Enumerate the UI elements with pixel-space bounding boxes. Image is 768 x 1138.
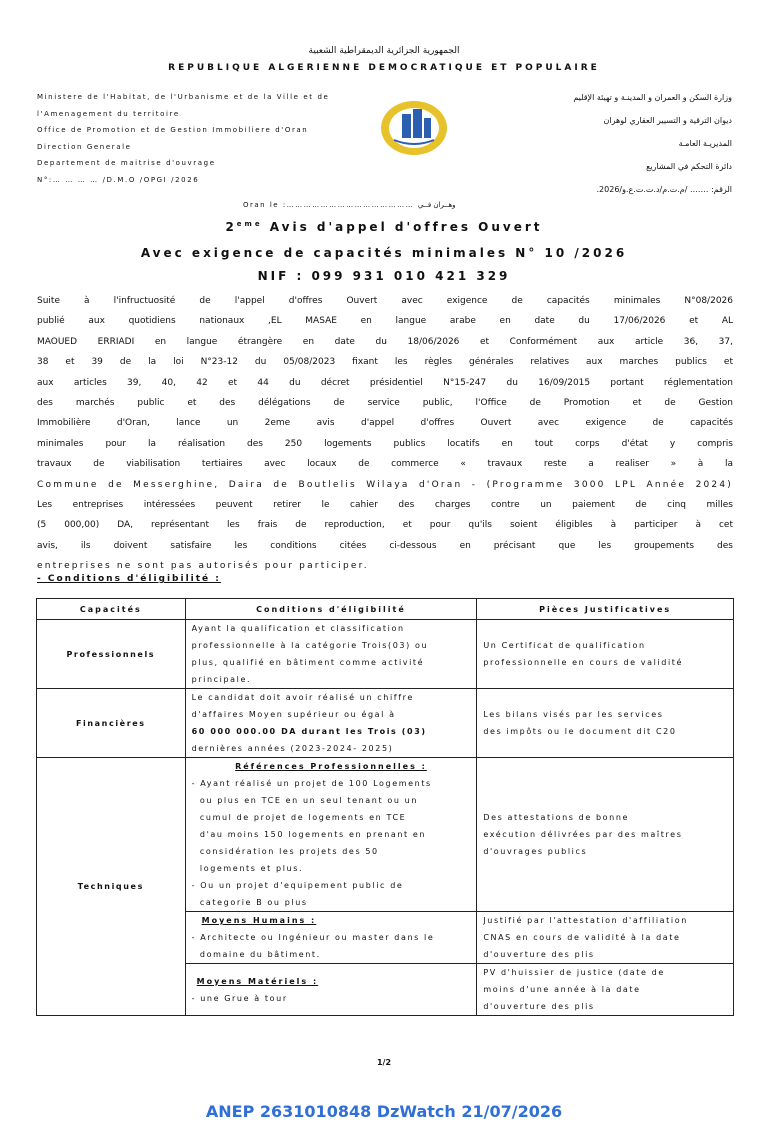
nif-number: NIF : 099 931 010 421 329 bbox=[257, 269, 511, 283]
pieces-materiels: PV d'huissier de justice (date de moins d'une année à la date d'ouverture des plis bbox=[477, 964, 734, 1016]
notice-body bbox=[37, 291, 733, 577]
body-line: des marchés public et des délégations de service public, l'Office de Promotion et de Gestion bbox=[37, 398, 733, 409]
conditions-references: Références Professionnelles : - Ayant réalisé un projet de 100 Logements ou plus en TCE en un seul tenant ou un cumul de projet de logements en TCE d'au moins 150 logements en prenant en considération les projets des 50 logements et plus. - Ou un projet d'equipement public de categorie B ou plus bbox=[185, 758, 477, 912]
eligibility-table bbox=[36, 598, 734, 1016]
ministry-line: Departement de maitrise d'ouvrage bbox=[37, 159, 216, 167]
pieces-professionnels: Un Certificat de qualification professionnelle en cours de validité bbox=[477, 620, 734, 689]
body-line: Immobilière d'Oran, lance un 2eme avis d'appel d'offres Ouvert avec exigence de capacités bbox=[37, 418, 733, 429]
header-conditions: Conditions d'éligibilité bbox=[185, 599, 477, 620]
notice-ordinal: 2 bbox=[225, 220, 237, 234]
french-republic-header: REPUBLIQUE ALGERIENNE DEMOCRATIQUE ET POPULAIRE bbox=[168, 63, 600, 73]
page-number: 1/2 bbox=[376, 1058, 392, 1067]
reference-number-ar: الرقم: ……. /م.ت.م/د.ت.ت.ع.و/2026. bbox=[596, 185, 732, 194]
body-line: Commune de Messerghine, Daira de Boutlelis Wilaya d'Oran - (Programme 3000 LPL Année 2024) bbox=[37, 479, 733, 490]
ministry-line-ar: المديريـة العامـة bbox=[678, 139, 732, 148]
conditions-humains: Moyens Humains : - Architecte ou Ingénieur ou master dans le domaine du bâtiment. bbox=[185, 912, 477, 964]
ministry-block-fr bbox=[37, 89, 357, 188]
reference-number: N°:… … … … /D.M.O /OPGI /2026 bbox=[37, 175, 200, 184]
ministry-block-ar bbox=[432, 86, 732, 201]
ministry-line-ar: ديوان الترقية و التسيير العقاري لوهران bbox=[603, 116, 732, 125]
body-line: MAOUED ERRIADI en langue étrangère en date du 18/06/2026 et Conformément aux article 36, 37, bbox=[37, 336, 733, 347]
capacity-professionnels: Professionnels bbox=[37, 620, 186, 689]
conditions-materiels: Moyens Matériels : - une Grue à tour bbox=[185, 964, 477, 1016]
body-line: Suite à l'infructuosité de l'appel d'offres Ouvert avec exigence de capacités minimales N°08/2026 bbox=[37, 296, 733, 306]
table-row bbox=[37, 758, 734, 912]
notice-ordinal-sup: eme bbox=[236, 220, 263, 228]
header-pieces: Pièces Justificatives bbox=[477, 599, 734, 620]
ministry-line: l'Amenagement du territoire bbox=[37, 109, 180, 118]
notice-title-text: Avis d'appel d'offres Ouvert bbox=[262, 220, 543, 234]
pieces-references: Des attestations de bonne exécution délivrées par des maîtres d'ouvrages publics bbox=[477, 758, 734, 912]
body-line: (5 000,00) DA, représentant les frais de reproduction, et pour qu'ils soient éligibles à participer à cet bbox=[37, 520, 733, 531]
capacity-techniques: Techniques bbox=[37, 758, 186, 1016]
body-line: travaux de viabilisation tertiaires avec locaux de commerce « travaux reste a realiser » à la bbox=[37, 459, 733, 470]
body-line: entreprises ne sont pas autorisés pour participer. bbox=[37, 561, 369, 572]
body-line: minimales pour la réalisation des 250 logements publics locatifs en tout corps d'état y compris bbox=[37, 438, 733, 449]
notice-title bbox=[0, 220, 768, 234]
header-capacites: Capacités bbox=[37, 599, 186, 620]
pieces-financieres: Les bilans visés par les services des impôts ou le document dit C20 bbox=[477, 689, 734, 758]
capacity-financieres: Financières bbox=[37, 689, 186, 758]
ministry-line-ar: وزارة السكن و العمران و المدينـة و تهيئة الإقليم bbox=[573, 93, 732, 102]
conditions-heading: - Conditions d'éligibilité : bbox=[37, 574, 221, 584]
ministry-line: Ministere de l'Habitat, de l'Urbanisme et de la Ville et de bbox=[37, 93, 330, 101]
conditions-professionnels: Ayant la qualification et classification professionnelle à la catégorie Trois(03) ou plus, qualifié en bâtiment comme activité principale. bbox=[185, 620, 477, 689]
ministry-line: Office de Promotion et de Gestion Immobiliere d'Oran bbox=[37, 126, 309, 134]
conditions-financieres: Le candidat doit avoir réalisé un chiffre d'affaires Moyen supérieur ou égal à 60 000 000.00 DA durant les Trois (03) dernières années (2023-2024- 2025) bbox=[185, 689, 477, 758]
body-line: avis, ils doivent satisfaire les conditions citées ci-dessous en précisant que les groupements des bbox=[37, 540, 733, 551]
notice-subtitle: Avec exigence de capacités minimales N° 10 /2026 bbox=[140, 246, 628, 260]
arabic-republic-header: الجمهورية الجزائرية الديمقراطية الشعبية bbox=[308, 46, 460, 56]
anep-footer: ANEP 2631010848 DzWatch 21/07/2026 bbox=[205, 1102, 563, 1121]
ministry-line-ar: دائرة التحكم في المشاريع bbox=[646, 162, 732, 171]
table-row bbox=[37, 689, 734, 758]
pieces-humains: Justifié par l'attestation d'affiliation CNAS en cours de validité à la date d'ouverture des plis bbox=[477, 912, 734, 964]
table-header-row bbox=[37, 599, 734, 620]
body-line: publié aux quotidiens nationaux ,EL MASAE en langue arabe en date du 17/06/2026 et AL bbox=[37, 316, 733, 327]
table-row bbox=[37, 620, 734, 689]
body-line: 38 et 39 de la loi N°23-12 du 05/08/2023 fixant les règles générales relatives aux marches publics et bbox=[37, 357, 733, 368]
ministry-line: Direction Generale bbox=[37, 142, 132, 151]
body-line: Les entreprises intéressées peuvent retirer le cahier des charges contre un paiement de cinq milles bbox=[37, 500, 733, 511]
body-line: aux articles 39, 40, 42 et 44 du décret présidentiel N°15-247 du 16/09/2015 portant réglementation bbox=[37, 377, 733, 388]
place-date-line: Oran le :……………………………………… وهــران فــي bbox=[243, 201, 456, 209]
